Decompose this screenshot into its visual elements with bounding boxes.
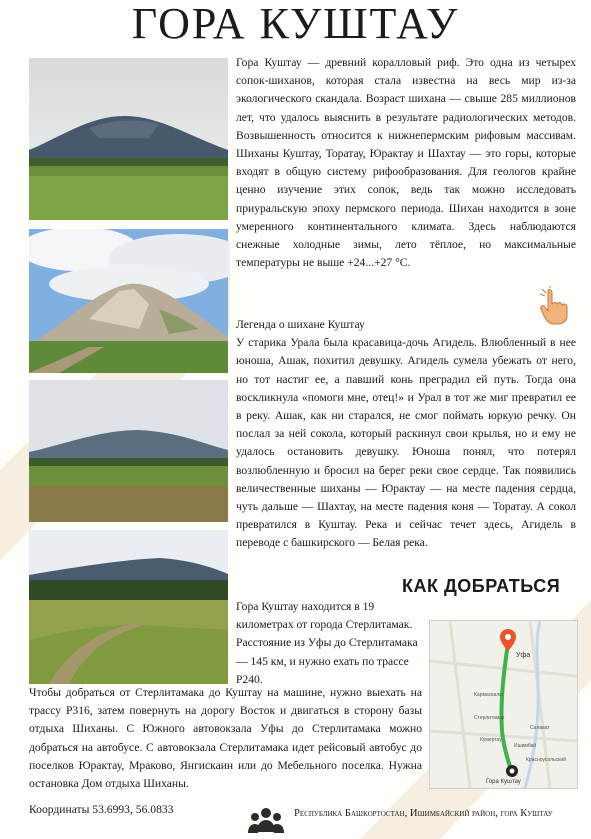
legend-text: У старика Урала была красавица-дочь Агидель. Влюбленный в нее юноша, Ашак, похитил девушку. Агидель сумела убежать от него, но тот настиг ее, а павший конь преградил ей путь. Тогда она воскликнула «помоги мне, отец!» и Урал в тот же миг превратил ее в реку. Ашак, как ни старался, не смог поймать юркую речку. Он послал за ней сокола, который раскинул свои крылья, но и ему не удалось остановить девушку. Юноша понял, что потерял возлюбленную и бросил на берег реки свое сердце. Так появились величественные шиханы — Юрактау — на месте падения сердца, чуть дальше — Шахтау, на месте падения коня — Торатау. А сокол превратился в Куштау. Река и сейчас течет здесь, Агидель в переводе с башкирского — Белая река. (236, 336, 576, 550)
intro-text: Гора Куштау — древний коралловый риф. Это одна из четырех сопок-шиханов, которая стала известна на весь мир из-за экологического скандала. Возраст шихана — свыше 285 миллионов лет, что удалось выяснить в результате радиологических методов. Возвышенность относится к нижнепермским рифовым массивам. Шиханы Куштау, Торатау, Юрактау и Шахтау — это горы, которые входят в общую систему рифообразования. Для геологов крайне ценно изучение этих сопок, ведь так можно исследовать приуральскую эпоху пермского периода. Шихан находится в зоне умеренного континентального климата. Здесь наблюдаются снежные холодные зимы, лето тёплое, но максимальные температуры не выше +24...+27 °С. (236, 56, 576, 270)
end-pin-icon (506, 765, 518, 777)
coordinates: Координаты 53.6993, 56.0833 (29, 803, 174, 816)
map-start-label: Уфа (516, 652, 531, 659)
mountain-photo-3 (29, 380, 228, 522)
map-place-2: Стерлитамак (474, 715, 505, 721)
legend-block (236, 316, 576, 553)
address (294, 806, 554, 821)
route-text: Гора Куштау находится в 19 километрах от города Стерлитамак. Расстояние из Уфы до Стерлитамака — 145 км, и нужно ехать по трассе Р240. (236, 600, 418, 686)
mountain-photo-2 (29, 229, 228, 373)
legend-title: Легенда о шихане Куштау (236, 318, 365, 331)
map-place-1: Кармаскалы (474, 692, 503, 698)
map-end-label: Гора Куштау (486, 779, 521, 785)
address-text: Республика Башкортостан, Ишимбайский район, гора Куштау (294, 808, 553, 819)
map-place-6: Красноусольский (526, 757, 566, 763)
mountain-photo-4 (29, 530, 228, 684)
people-group-icon (248, 806, 284, 834)
map-place-4: Кумертау (480, 737, 502, 743)
howto-heading: КАК ДОБРАТЬСЯ (402, 576, 561, 596)
car-text: Чтобы добраться от Стерлитамака до Куштау на машине, нужно выехать на трассу Р316, затем повернуть на дорогу Восток и двигаться в сторону базы отдыха Шиханы. С Южного автовокзала Уфы до Стерлитамака можно добраться на автобусе. С автовокзала Стерлитамака идет рейсовый автобус до поселков Юрактау, Мраково, Янгискаин или до Мебельного поселка. Нужна остановка Дом отдыха Шиханы. (29, 686, 422, 791)
map-place-5: Ишимбай (514, 743, 537, 749)
mountain-photo-1 (29, 58, 228, 220)
route-map[interactable] (429, 620, 578, 789)
page-title: ГОРА КУШТАУ (131, 0, 460, 48)
map-place-3: Салават (530, 725, 550, 731)
